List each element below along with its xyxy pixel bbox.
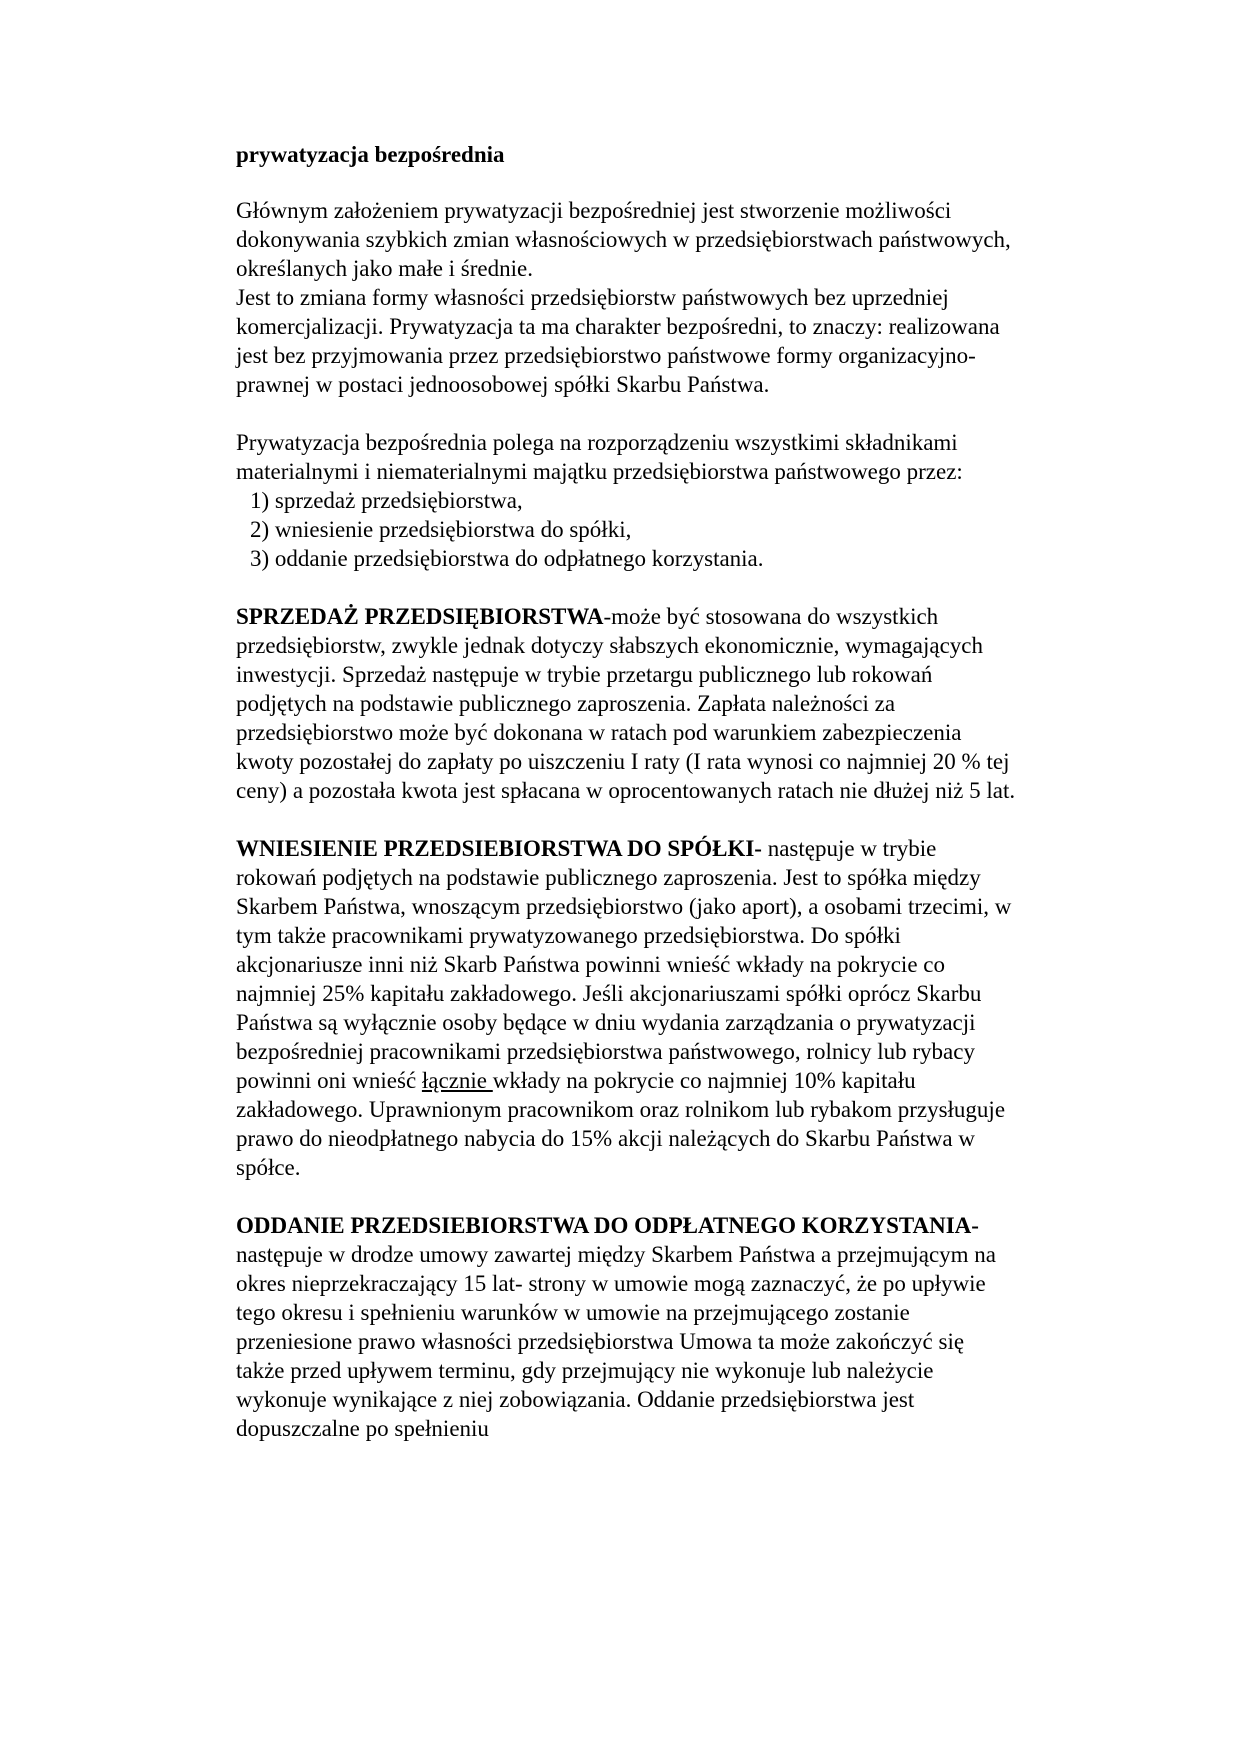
- section-heading-oddanie: ODDANIE PRZEDSIEBIORSTWA DO ODPŁATNEGO KORZYSTANIA-: [236, 1213, 979, 1238]
- document-title: prywatyzacja bezpośrednia: [236, 142, 505, 167]
- section-heading-sprzedaz: SPRZEDAŻ PRZEDSIĘBIORSTWA: [236, 604, 604, 629]
- section-body-sprzedaz: -może być stosowana do wszystkich przedsiębiorstw, zwykle jednak dotyczy słabszych ekonomicznie, wymagających inwestycji. Sprzedaż następuje w trybie przetargu publicznego lub rokowań podjętych na podstawie publicznego zaproszenia. Zapłata należności za przedsiębiorstwo może być dokonana w ratach pod warunkiem zabezpieczenia kwoty pozostałej do zapłaty po uiszczeniu I raty (I rata wynosi co najmniej 20 % tej ceny) a pozostała kwota jest spłacana w oprocentowanych ratach nie dłużej niż 5 lat.: [236, 604, 1016, 803]
- underlined-word: łącznie: [421, 1068, 493, 1093]
- section-body-wniesienie-part2: wkłady na pokrycie co najmniej 10% kapitału zakładowego. Uprawnionym pracownikom oraz rolnikom lub rybakom przysługuje prawo do nieodpłatnego nabycia do 15% akcji należących do Skarbu Państwa w spółce.: [236, 1068, 1006, 1180]
- list-item: 3) oddanie przedsiębiorstwa do odpłatnego korzystania.: [250, 546, 764, 571]
- section-wniesienie: [236, 834, 1016, 1182]
- methods-lead: Prywatyzacja bezpośrednia polega na rozporządzeniu wszystkimi składnikami materialnymi i niematerialnymi majątku przedsiębiorstwa państwowego przez:: [236, 430, 963, 484]
- section-body-oddanie: następuje w drodze umowy zawartej między Skarbem Państwa a przejmującym na okres nieprzekraczający 15 lat- strony w umowie mogą zaznaczyć, że po upływie tego okresu i spełnieniu warunków w umowie na przejmującego zostanie przeniesione prawo własności przedsiębiorstwa Umowa ta może zakończyć się także przed upływem terminu, gdy przejmujący nie wykonuje lub należycie wykonuje wynikające z niej zobowiązania. Oddanie przedsiębiorstwa jest dopuszczalne po spełnieniu: [236, 1242, 997, 1441]
- list-item: 1) sprzedaż przedsiębiorstwa,: [250, 488, 523, 513]
- intro-paragraph-2: Jest to zmiana formy własności przedsiębiorstw państwowych bez uprzedniej komercjalizacji. Prywatyzacja ta ma charakter bezpośredni, to znaczy: realizowana jest bez przyjmowania przez przedsiębiorstwo państwowe formy organizacyjno-prawnej w postaci jednoosobowej spółki Skarbu Państwa.: [236, 285, 1000, 397]
- methods-list: [236, 486, 1016, 573]
- section-sprzedaz: [236, 602, 1016, 805]
- section-body-wniesienie-part1: następuje w trybie rokowań podjętych na podstawie publicznego zaproszenia. Jest to spółka między Skarbem Państwa, wnoszącym przedsiębiorstwo (jako aport), a osobami trzecimi, w tym także pracownikami prywatyzowanego przedsiębiorstwa. Do spółki akcjonariusze inni niż Skarb Państwa powinni wnieść wkłady na pokrycie co najmniej 25% kapitału zakładowego. Jeśli akcjonariuszami spółki oprócz Skarbu Państwa są wyłącznie osoby będące w dniu wydania zarządzania o prywatyzacji bezpośredniej pracownikami przedsiębiorstwa państwowego, rolnicy lub rybacy powinni oni wnieść: [236, 836, 1012, 1093]
- document-page: [236, 140, 1016, 1443]
- section-heading-wniesienie: WNIESIENIE PRZEDSIEBIORSTWA DO SPÓŁKI-: [236, 836, 762, 861]
- intro-paragraph-1: Głównym założeniem prywatyzacji bezpośredniej jest stworzenie możliwości dokonywania szybkich zmian własnościowych w przedsiębiorstwach państwowych, określanych jako małe i średnie.: [236, 198, 1011, 281]
- section-oddanie: [236, 1211, 1016, 1443]
- list-item: 2) wniesienie przedsiębiorstwa do spółki,: [250, 517, 632, 542]
